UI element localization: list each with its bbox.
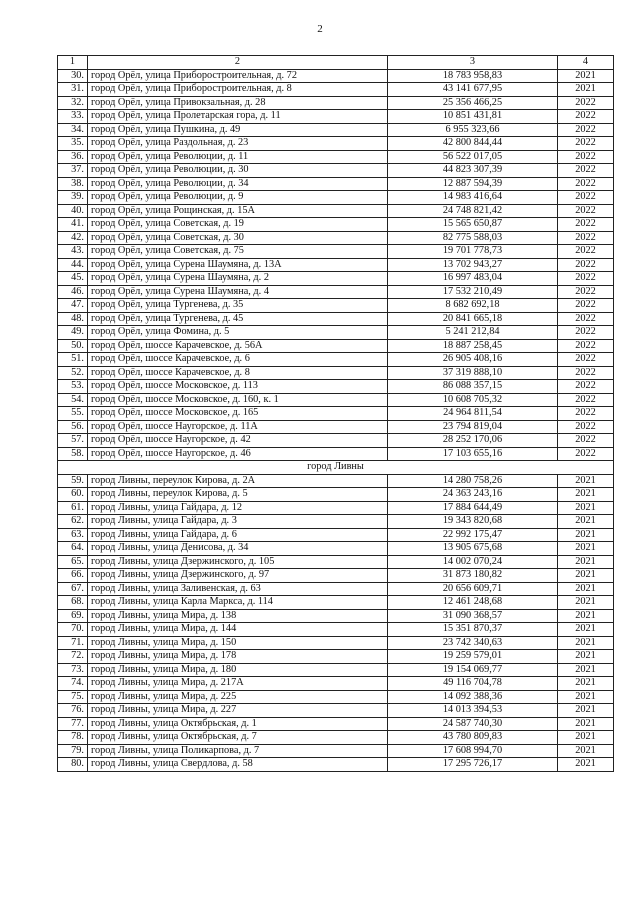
row-address: город Орёл, шоссе Московское, д. 160, к. 1 — [88, 393, 388, 407]
row-cost: 18 887 258,45 — [388, 339, 558, 353]
row-year: 2021 — [558, 609, 614, 623]
row-number: 61. — [58, 501, 88, 515]
row-cost: 17 532 210,49 — [388, 285, 558, 299]
row-address: город Ливны, улица Гайдара, д. 12 — [88, 501, 388, 515]
row-year: 2022 — [558, 434, 614, 448]
table-row — [58, 326, 614, 340]
row-cost: 10 608 705,32 — [388, 393, 558, 407]
row-year: 2021 — [558, 555, 614, 569]
row-address: город Орёл, улица Тургенева, д. 35 — [88, 299, 388, 313]
table-row — [58, 110, 614, 124]
row-number: 41. — [58, 218, 88, 232]
table-row — [58, 285, 614, 299]
row-year: 2021 — [558, 542, 614, 556]
row-cost: 13 702 943,27 — [388, 258, 558, 272]
table-row — [58, 123, 614, 137]
row-address: город Ливны, улица Мира, д. 225 — [88, 690, 388, 704]
row-number: 55. — [58, 407, 88, 421]
row-year: 2022 — [558, 339, 614, 353]
table-row — [58, 758, 614, 772]
table-row — [58, 245, 614, 259]
row-cost: 19 343 820,68 — [388, 515, 558, 529]
row-number: 51. — [58, 353, 88, 367]
row-year: 2022 — [558, 110, 614, 124]
row-number: 64. — [58, 542, 88, 556]
table-row — [58, 569, 614, 583]
table-row — [58, 137, 614, 151]
table-row — [58, 258, 614, 272]
row-cost: 16 997 483,04 — [388, 272, 558, 286]
row-year: 2022 — [558, 447, 614, 461]
row-number: 52. — [58, 366, 88, 380]
row-number: 68. — [58, 596, 88, 610]
table-row — [58, 528, 614, 542]
table-row — [58, 393, 614, 407]
row-address: город Орёл, улица Советская, д. 30 — [88, 231, 388, 245]
table-row — [58, 623, 614, 637]
row-cost: 17 295 726,17 — [388, 758, 558, 772]
table-row — [58, 231, 614, 245]
row-address: город Орёл, улица Советская, д. 19 — [88, 218, 388, 232]
row-year: 2021 — [558, 596, 614, 610]
row-year: 2022 — [558, 380, 614, 394]
row-number: 58. — [58, 447, 88, 461]
table-row — [58, 636, 614, 650]
row-year: 2022 — [558, 164, 614, 178]
row-cost: 25 356 466,25 — [388, 96, 558, 110]
row-number: 42. — [58, 231, 88, 245]
row-address: город Орёл, улица Сурена Шаумяна, д. 4 — [88, 285, 388, 299]
row-cost: 82 775 588,03 — [388, 231, 558, 245]
row-year: 2021 — [558, 83, 614, 97]
row-cost: 26 905 408,16 — [388, 353, 558, 367]
row-cost: 12 887 594,39 — [388, 177, 558, 191]
row-year: 2022 — [558, 353, 614, 367]
table-row — [58, 474, 614, 488]
row-address: город Орёл, улица Пушкина, д. 49 — [88, 123, 388, 137]
row-cost: 31 873 180,82 — [388, 569, 558, 583]
table-row — [58, 663, 614, 677]
row-number: 45. — [58, 272, 88, 286]
table-row — [58, 488, 614, 502]
table-row — [58, 150, 614, 164]
row-year: 2022 — [558, 407, 614, 421]
row-cost: 8 682 692,18 — [388, 299, 558, 313]
table-row — [58, 717, 614, 731]
table-row — [58, 164, 614, 178]
table-row — [58, 380, 614, 394]
row-address: город Орёл, шоссе Карачевское, д. 8 — [88, 366, 388, 380]
row-year: 2022 — [558, 258, 614, 272]
row-number: 66. — [58, 569, 88, 583]
row-number: 59. — [58, 474, 88, 488]
row-number: 38. — [58, 177, 88, 191]
row-number: 72. — [58, 650, 88, 664]
row-year: 2022 — [558, 272, 614, 286]
row-cost: 42 800 844,44 — [388, 137, 558, 151]
row-address: город Ливны, переулок Кирова, д. 5 — [88, 488, 388, 502]
table-row — [58, 501, 614, 515]
row-year: 2022 — [558, 231, 614, 245]
row-cost: 23 794 819,04 — [388, 420, 558, 434]
row-year: 2022 — [558, 123, 614, 137]
row-year: 2021 — [558, 582, 614, 596]
table-row — [58, 704, 614, 718]
row-address: город Ливны, переулок Кирова, д. 2А — [88, 474, 388, 488]
row-number: 33. — [58, 110, 88, 124]
row-number: 71. — [58, 636, 88, 650]
row-address: город Орёл, улица Революции, д. 34 — [88, 177, 388, 191]
table-row — [58, 407, 614, 421]
row-cost: 18 783 958,83 — [388, 69, 558, 83]
row-address: город Ливны, улица Мира, д. 138 — [88, 609, 388, 623]
row-address: город Ливны, улица Гайдара, д. 6 — [88, 528, 388, 542]
row-number: 67. — [58, 582, 88, 596]
row-cost: 37 319 888,10 — [388, 366, 558, 380]
row-address: город Ливны, улица Мира, д. 227 — [88, 704, 388, 718]
table-row — [58, 677, 614, 691]
row-year: 2021 — [558, 758, 614, 772]
table-row — [58, 650, 614, 664]
row-address: город Ливны, улица Мира, д. 217А — [88, 677, 388, 691]
table-row — [58, 177, 614, 191]
table-row — [58, 609, 614, 623]
row-number: 53. — [58, 380, 88, 394]
column-header-address: 2 — [88, 56, 388, 70]
row-cost: 15 565 650,87 — [388, 218, 558, 232]
row-year: 2021 — [558, 731, 614, 745]
row-number: 78. — [58, 731, 88, 745]
row-number: 76. — [58, 704, 88, 718]
row-address: город Ливны, улица Заливенская, д. 63 — [88, 582, 388, 596]
row-address: город Орёл, шоссе Наугорское, д. 11А — [88, 420, 388, 434]
row-cost: 28 252 170,06 — [388, 434, 558, 448]
row-cost: 20 656 609,71 — [388, 582, 558, 596]
row-cost: 5 241 212,84 — [388, 326, 558, 340]
row-address: город Орёл, шоссе Московское, д. 113 — [88, 380, 388, 394]
row-year: 2022 — [558, 285, 614, 299]
section-title-livny: город Ливны — [58, 461, 614, 475]
table-row — [58, 731, 614, 745]
row-number: 44. — [58, 258, 88, 272]
row-address: город Ливны, улица Октябрьская, д. 1 — [88, 717, 388, 731]
row-number: 34. — [58, 123, 88, 137]
table-row — [58, 555, 614, 569]
row-address: город Орёл, улица Революции, д. 11 — [88, 150, 388, 164]
row-number: 35. — [58, 137, 88, 151]
row-year: 2021 — [558, 69, 614, 83]
row-number: 69. — [58, 609, 88, 623]
row-address: город Орёл, улица Приборостроительная, д. 72 — [88, 69, 388, 83]
row-number: 30. — [58, 69, 88, 83]
table-row — [58, 69, 614, 83]
row-year: 2022 — [558, 218, 614, 232]
row-address: город Орёл, улица Рощинская, д. 15А — [88, 204, 388, 218]
row-address: город Орёл, улица Пролетарская гора, д. 11 — [88, 110, 388, 124]
row-number: 47. — [58, 299, 88, 313]
row-cost: 14 280 758,26 — [388, 474, 558, 488]
table-row — [58, 299, 614, 313]
row-number: 62. — [58, 515, 88, 529]
row-number: 75. — [58, 690, 88, 704]
row-number: 31. — [58, 83, 88, 97]
row-year: 2021 — [558, 528, 614, 542]
table-row — [58, 339, 614, 353]
row-number: 54. — [58, 393, 88, 407]
row-address: город Орёл, шоссе Наугорское, д. 42 — [88, 434, 388, 448]
row-address: город Ливны, улица Поликарпова, д. 7 — [88, 744, 388, 758]
row-year: 2021 — [558, 569, 614, 583]
row-number: 49. — [58, 326, 88, 340]
row-number: 37. — [58, 164, 88, 178]
row-year: 2021 — [558, 515, 614, 529]
row-address: город Орёл, улица Сурена Шаумяна, д. 2 — [88, 272, 388, 286]
row-address: город Орёл, улица Привокзальная, д. 28 — [88, 96, 388, 110]
row-cost: 56 522 017,05 — [388, 150, 558, 164]
row-year: 2022 — [558, 393, 614, 407]
row-year: 2022 — [558, 191, 614, 205]
row-year: 2022 — [558, 326, 614, 340]
row-cost: 17 103 655,16 — [388, 447, 558, 461]
table-row — [58, 447, 614, 461]
row-cost: 24 748 821,42 — [388, 204, 558, 218]
row-cost: 17 884 644,49 — [388, 501, 558, 515]
row-address: город Орёл, улица Советская, д. 75 — [88, 245, 388, 259]
row-cost: 10 851 431,81 — [388, 110, 558, 124]
table-row — [58, 353, 614, 367]
row-number: 70. — [58, 623, 88, 637]
table-row — [58, 204, 614, 218]
row-address: город Орёл, улица Сурена Шаумяна, д. 13А — [88, 258, 388, 272]
row-cost: 19 259 579,01 — [388, 650, 558, 664]
row-number: 32. — [58, 96, 88, 110]
row-address: город Ливны, улица Мира, д. 144 — [88, 623, 388, 637]
column-header-cost: 3 — [388, 56, 558, 70]
row-address: город Ливны, улица Дзержинского, д. 97 — [88, 569, 388, 583]
row-year: 2022 — [558, 299, 614, 313]
row-year: 2022 — [558, 177, 614, 191]
row-address: город Ливны, улица Карла Маркса, д. 114 — [88, 596, 388, 610]
row-cost: 20 841 665,18 — [388, 312, 558, 326]
row-number: 80. — [58, 758, 88, 772]
row-year: 2021 — [558, 744, 614, 758]
row-number: 74. — [58, 677, 88, 691]
row-year: 2021 — [558, 488, 614, 502]
row-number: 65. — [58, 555, 88, 569]
row-cost: 24 587 740,30 — [388, 717, 558, 731]
row-number: 63. — [58, 528, 88, 542]
row-cost: 14 983 416,64 — [388, 191, 558, 205]
row-number: 57. — [58, 434, 88, 448]
table-row — [58, 420, 614, 434]
row-number: 60. — [58, 488, 88, 502]
row-number: 56. — [58, 420, 88, 434]
section-row-livny — [58, 461, 614, 475]
row-address: город Орёл, шоссе Карачевское, д. 6 — [88, 353, 388, 367]
row-year: 2021 — [558, 636, 614, 650]
row-cost: 14 092 388,36 — [388, 690, 558, 704]
row-cost: 14 013 394,53 — [388, 704, 558, 718]
table-row — [58, 582, 614, 596]
row-cost: 44 823 307,39 — [388, 164, 558, 178]
row-cost: 49 116 704,78 — [388, 677, 558, 691]
table-body — [58, 56, 614, 772]
table-row — [58, 542, 614, 556]
row-address: город Ливны, улица Денисова, д. 34 — [88, 542, 388, 556]
row-number: 43. — [58, 245, 88, 259]
table-row — [58, 596, 614, 610]
row-cost: 19 154 069,77 — [388, 663, 558, 677]
row-address: город Орёл, шоссе Карачевское, д. 56А — [88, 339, 388, 353]
row-number: 40. — [58, 204, 88, 218]
row-cost: 13 905 675,68 — [388, 542, 558, 556]
row-address: город Орёл, улица Приборостроительная, д. 8 — [88, 83, 388, 97]
row-address: город Ливны, улица Мира, д. 150 — [88, 636, 388, 650]
row-number: 36. — [58, 150, 88, 164]
row-address: город Ливны, улица Дзержинского, д. 105 — [88, 555, 388, 569]
row-number: 79. — [58, 744, 88, 758]
table-row — [58, 218, 614, 232]
row-cost: 86 088 357,15 — [388, 380, 558, 394]
row-address: город Ливны, улица Гайдара, д. 3 — [88, 515, 388, 529]
row-year: 2021 — [558, 704, 614, 718]
row-year: 2021 — [558, 677, 614, 691]
table-row — [58, 312, 614, 326]
table-row — [58, 83, 614, 97]
row-number: 46. — [58, 285, 88, 299]
row-year: 2021 — [558, 501, 614, 515]
row-year: 2021 — [558, 663, 614, 677]
row-year: 2022 — [558, 245, 614, 259]
table-row — [58, 690, 614, 704]
row-address: город Ливны, улица Свердлова, д. 58 — [88, 758, 388, 772]
row-cost: 23 742 340,63 — [388, 636, 558, 650]
row-cost: 6 955 323,66 — [388, 123, 558, 137]
row-year: 2021 — [558, 717, 614, 731]
row-year: 2021 — [558, 474, 614, 488]
table-row — [58, 744, 614, 758]
column-header-number: 1 — [58, 56, 88, 70]
buildings-table — [57, 55, 614, 772]
row-number: 39. — [58, 191, 88, 205]
row-cost: 24 964 811,54 — [388, 407, 558, 421]
row-address: город Орёл, улица Раздольная, д. 23 — [88, 137, 388, 151]
row-year: 2021 — [558, 650, 614, 664]
row-cost: 12 461 248,68 — [388, 596, 558, 610]
row-year: 2021 — [558, 623, 614, 637]
table-row — [58, 272, 614, 286]
table-row — [58, 366, 614, 380]
row-year: 2021 — [558, 690, 614, 704]
row-address: город Ливны, улица Мира, д. 180 — [88, 663, 388, 677]
row-year: 2022 — [558, 312, 614, 326]
row-address: город Орёл, улица Революции, д. 9 — [88, 191, 388, 205]
row-address: город Орёл, улица Тургенева, д. 45 — [88, 312, 388, 326]
table-row — [58, 434, 614, 448]
table-row — [58, 96, 614, 110]
table-row — [58, 191, 614, 205]
row-year: 2022 — [558, 204, 614, 218]
row-number: 73. — [58, 663, 88, 677]
row-cost: 17 608 994,70 — [388, 744, 558, 758]
row-address: город Орёл, шоссе Московское, д. 165 — [88, 407, 388, 421]
row-year: 2022 — [558, 420, 614, 434]
row-cost: 31 090 368,57 — [388, 609, 558, 623]
row-cost: 14 002 070,24 — [388, 555, 558, 569]
row-cost: 22 992 175,47 — [388, 528, 558, 542]
row-year: 2022 — [558, 366, 614, 380]
row-address: город Ливны, улица Октябрьская, д. 7 — [88, 731, 388, 745]
row-cost: 43 780 809,83 — [388, 731, 558, 745]
row-cost: 19 701 778,73 — [388, 245, 558, 259]
row-cost: 15 351 870,37 — [388, 623, 558, 637]
row-address: город Орёл, шоссе Наугорское, д. 46 — [88, 447, 388, 461]
column-header-year: 4 — [558, 56, 614, 70]
column-number-row — [58, 56, 614, 70]
row-number: 48. — [58, 312, 88, 326]
row-year: 2022 — [558, 96, 614, 110]
row-year: 2022 — [558, 150, 614, 164]
row-year: 2022 — [558, 137, 614, 151]
row-address: город Орёл, улица Фомина, д. 5 — [88, 326, 388, 340]
row-cost: 43 141 677,95 — [388, 83, 558, 97]
row-number: 77. — [58, 717, 88, 731]
row-cost: 24 363 243,16 — [388, 488, 558, 502]
row-number: 50. — [58, 339, 88, 353]
page-number: 2 — [317, 23, 323, 35]
row-address: город Орёл, улица Революции, д. 30 — [88, 164, 388, 178]
table-row — [58, 515, 614, 529]
row-address: город Ливны, улица Мира, д. 178 — [88, 650, 388, 664]
